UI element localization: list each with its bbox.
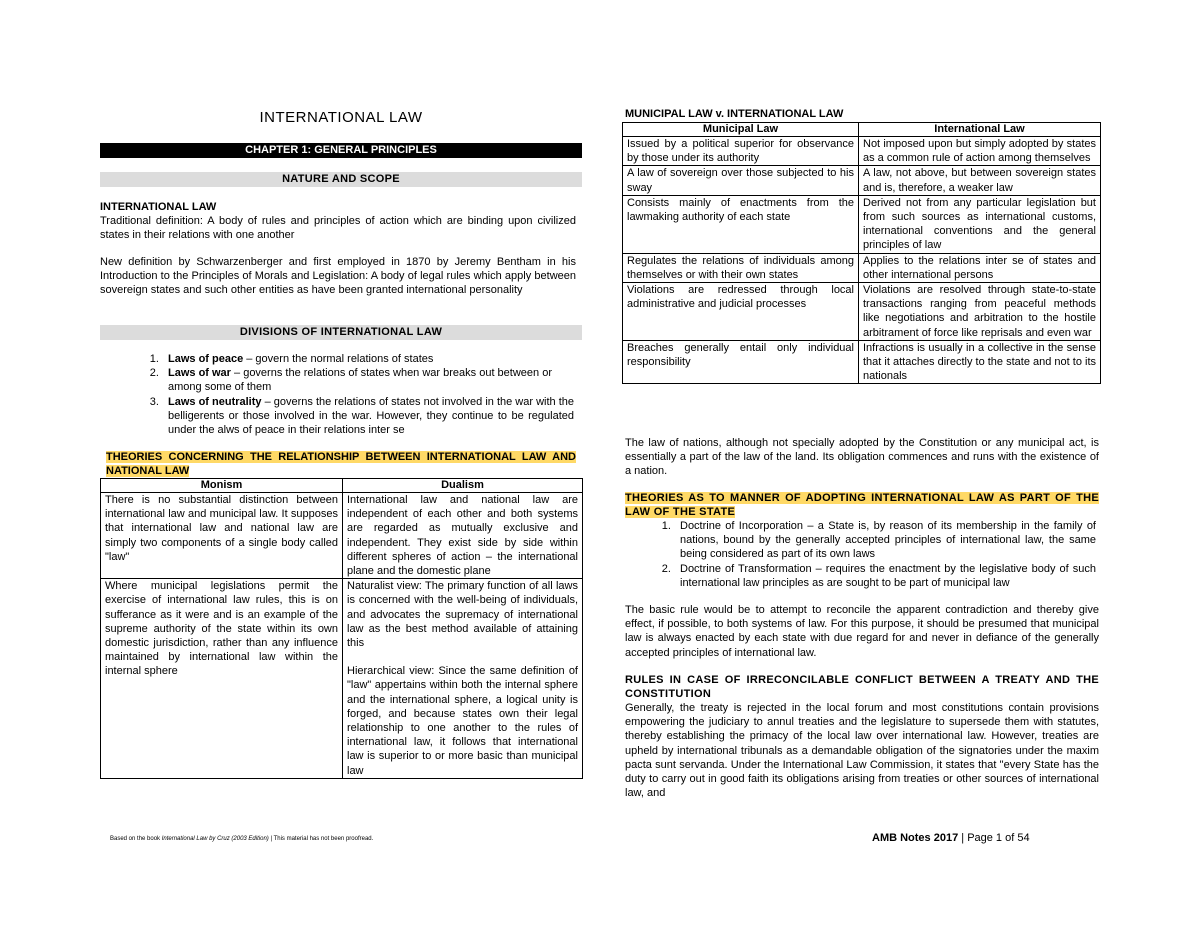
hierarchical-view: Hierarchical view: Since the same definition of "law" appertains within both the internal sphere and the international sphere, a logical unity is forged, and because states own their legal relationship to one another to the rules of international law, it follows that international law is superior to or more basic than municipal law bbox=[347, 665, 578, 777]
law-of-nations-paragraph: The law of nations, although not specially adopted by the Constitution or any municipal act, is essentially a part of the law of the land. Its obligation commences and runs with the existence of a nation. bbox=[625, 437, 1099, 478]
footer-source bbox=[110, 836, 373, 842]
rules-conflict-paragraph: Generally, the treaty is rejected in the local forum and most constitutions contain provisions empowering the judiciary to annul treaties and the legislature to supersede them with statutes, thereby establishing the primacy of the local law over international law. However, treaties are upheld by international tribunals as a demandable obligation of the signatories under the maxim pacta sunt servanda. Under the International Law Commission, it states that "every State has the duty to carry out in good faith its obligations arising from treaties or other sources of international law, and bbox=[625, 702, 1099, 800]
nature-scope-bar: NATURE AND SCOPE bbox=[100, 172, 582, 187]
doctrines-list bbox=[622, 519, 1096, 590]
list-item: 2. Doctrine of Transformation – requires the enactment by the legislative body of such international law principles as are sought to be part of municipal law bbox=[674, 562, 1096, 590]
table-row bbox=[623, 137, 1101, 166]
table-row bbox=[101, 579, 583, 779]
rules-conflict-heading: RULES IN CASE OF IRRECONCILABLE CONFLICT BETWEEN A TREATY AND THE CONSTITUTION bbox=[625, 674, 1099, 700]
municipal-cell: Regulates the relations of individuals among themselves or with their own states bbox=[623, 253, 859, 282]
new-definition: New definition by Schwarzenberger and first employed in 1870 by Jeremy Bentham in his Introduction to the Principles of Morals and Legislation: A body of legal rules which apply between sovereign states and such other entities as have been granted international personality bbox=[100, 256, 576, 297]
dualism-cell: International law and national law are independent of each other and both systems are regarded as mutually exclusive and independent. They exist side by side within different spheres of action – the international plane and the domestic plane bbox=[343, 493, 583, 579]
document-title: INTERNATIONAL LAW bbox=[259, 109, 423, 126]
table-header-row bbox=[623, 123, 1101, 137]
traditional-definition: Traditional definition: A body of rules and principles of action which are binding upon civilized states in their relations with one another bbox=[100, 215, 576, 242]
footer-suffix: | This material has not been proofread. bbox=[268, 836, 374, 842]
municipal-vs-international-title: MUNICIPAL LAW v. INTERNATIONAL LAW bbox=[625, 108, 844, 120]
chapter-bar: CHAPTER 1: GENERAL PRINCIPLES bbox=[100, 143, 582, 158]
monism-cell: There is no substantial distinction between international law and municipal law. It supposes that international law and national law are simply two components of a single body called "law" bbox=[101, 493, 343, 579]
division-term: Laws of peace bbox=[168, 353, 244, 365]
adopting-theories-heading-text: THEORIES AS TO MANNER OF ADOPTING INTERNATIONAL LAW AS PART OF THE LAW OF THE STATE bbox=[625, 492, 1099, 518]
header-monism: Monism bbox=[101, 479, 343, 493]
division-desc: – govern the normal relations of states bbox=[243, 353, 434, 365]
monism-cell: Where municipal legislations permit the exercise of international law rules, this is on sufferance as it were and is an example of the supreme authority of the state within its own domestic jurisdiction, rather than any influence maintained by international law within the internal sphere bbox=[101, 579, 343, 779]
footer-notes-label: AMB Notes 2017 bbox=[872, 832, 959, 844]
comparison-table bbox=[622, 122, 1101, 384]
table-row bbox=[623, 166, 1101, 195]
international-cell: Not imposed upon but simply adopted by states as a common rule of action among themselves bbox=[859, 137, 1101, 166]
list-item bbox=[162, 395, 574, 438]
header-dualism: Dualism bbox=[343, 479, 583, 493]
list-item bbox=[162, 366, 574, 394]
municipal-cell: Issued by a political superior for observance by those under its authority bbox=[623, 137, 859, 166]
theories-heading-text: THEORIES CONCERNING THE RELATIONSHIP BETWEEN INTERNATIONAL LAW AND NATIONAL LAW bbox=[106, 451, 576, 477]
table-header-row bbox=[101, 479, 583, 493]
dualism-cell bbox=[343, 579, 583, 779]
table-row bbox=[623, 253, 1101, 282]
municipal-cell: A law of sovereign over those subjected to his sway bbox=[623, 166, 859, 195]
division-term: Laws of neutrality bbox=[168, 395, 262, 408]
international-cell: Applies to the relations inter se of states and other international persons bbox=[859, 253, 1101, 282]
list-item: 1. Doctrine of Incorporation – a State is, by reason of its membership in the family of nations, bound by the generally accepted principles of international law, the same being considered as part of its own laws bbox=[674, 519, 1096, 562]
division-term: Laws of war bbox=[168, 367, 231, 380]
table-row bbox=[623, 340, 1101, 384]
international-cell: Derived not from any particular legislation but from such sources as international customs, international conventions and the general principles of law bbox=[859, 195, 1101, 253]
monism-dualism-table bbox=[100, 478, 583, 779]
footer-prefix: Based on the book bbox=[110, 836, 162, 842]
municipal-cell: Consists mainly of enactments from the lawmaking authority of each state bbox=[623, 195, 859, 253]
international-cell: A law, not above, but between sovereign states and is, therefore, a weaker law bbox=[859, 166, 1101, 195]
header-municipal: Municipal Law bbox=[623, 123, 859, 137]
municipal-cell: Violations are redressed through local administrative and judicial processes bbox=[623, 283, 859, 341]
adopting-theories-heading bbox=[625, 491, 1099, 519]
intl-law-heading: INTERNATIONAL LAW bbox=[100, 201, 217, 213]
table-row bbox=[623, 283, 1101, 341]
division-desc: – governs the relations of states when war breaks out between or among some of them bbox=[168, 367, 552, 394]
naturalist-view: Naturalist view: The primary function of all laws is concerned with the well-being of individuals, and advocates the supremacy of international law as the best method available of attaining this bbox=[347, 580, 578, 650]
division-desc: – governs the relations of states not involved in the war with the belligerents or those involved in the war. However, they continue to be regulated under the alws of peace in their relations inter se bbox=[168, 395, 574, 437]
municipal-cell: Breaches generally entail only individual responsibility bbox=[623, 340, 859, 384]
footer-page-info bbox=[872, 832, 1030, 844]
divisions-bar: DIVISIONS OF INTERNATIONAL LAW bbox=[100, 325, 582, 340]
theories-heading bbox=[106, 450, 576, 478]
table-row bbox=[623, 195, 1101, 253]
footer-book-title: International Law by Cruz (2003 Edition) bbox=[161, 836, 269, 842]
table-row bbox=[101, 493, 583, 579]
international-cell: Infractions is usually in a collective in the sense that it attaches directly to the state and not to its nationals bbox=[859, 340, 1101, 384]
page-number: Page 1 of 54 bbox=[967, 832, 1030, 844]
list-item bbox=[162, 352, 574, 366]
header-international: International Law bbox=[859, 123, 1101, 137]
divisions-list bbox=[100, 352, 574, 437]
basic-rule-paragraph: The basic rule would be to attempt to reconcile the apparent contradiction and thereby give effect, if possible, to both systems of law. For this purpose, it should be presumed that municipal law is always enacted by each state with due regard for and never in defiance of the generally accepted principles of international law. bbox=[625, 604, 1099, 659]
international-cell: Violations are resolved through state-to-state transactions ranging from peaceful methods like negotiations and arbitration to the hostile arbitrament of force like reprisals and even war bbox=[859, 283, 1101, 341]
footer-separator: | bbox=[958, 832, 968, 844]
